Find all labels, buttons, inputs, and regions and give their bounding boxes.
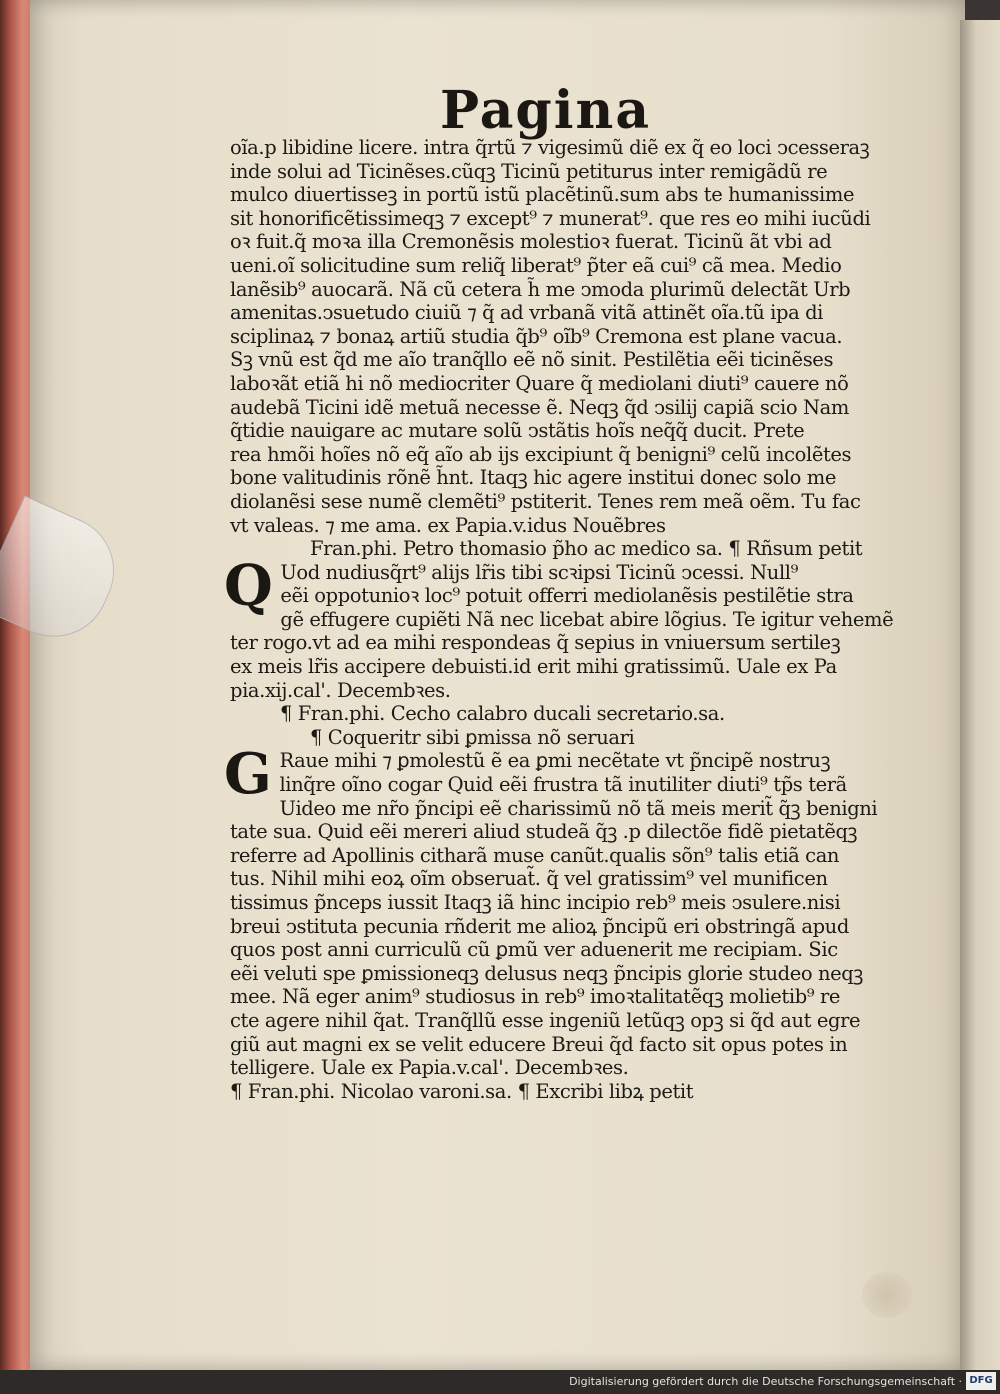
letter-1-end (230, 136, 870, 537)
letter-subheading: ¶ Coqueritr sibi ꝑmissa nõ seruari (310, 725, 635, 749)
text-line: mee. Nã eger anim⁹ studiosus in reb⁹ imoꝛtalitatẽqꝫ molietib⁹ re (230, 985, 841, 1009)
letter-heading: Fran.phi. Petro thomasio p̃ho ac medico sa. ¶ Rñsum petit (310, 537, 863, 561)
letter-heading: ¶ Fran.phi. Cecho calabro ducali secretario.sa. (280, 702, 725, 726)
text-line: ex meis lr̃is accipere debuisti.id erit mihi gratissimũ. Uale ex Pa (230, 655, 837, 679)
text-line: audebã Ticini idẽ metuã necesse ẽ. Neqꝫ q̃d ↄsilij capiã scio Nam (230, 395, 849, 419)
text-line: tate sua. Quid eẽi mereri aliud studeã q̃ꝫ .p dilectõe fidẽ pietatẽqꝫ (230, 820, 858, 844)
text-line: mulco diuertisseꝫ in portũ istũ placẽtinũ.sum abs te humanissime (230, 183, 855, 207)
text-line: gẽ effugere cupiẽti Nã nec licebat abire lõgius. Te igitur vehemẽ (280, 607, 894, 631)
text-line: lanẽsib⁹ auocarã. Nã cũ cetera h̃ me ↄmoda plurimũ delectãt Urb (230, 277, 851, 301)
letter-2 (224, 552, 894, 703)
text-line: inde solui ad Ticinẽses.cũqꝫ Ticinũ petiturus inter remigãdũ re (230, 159, 828, 183)
text-line: oĩa.p libidine licere. intra q̃rtũ ⁊ vigesimũ diẽ ex q̃ eo loci ↄcesseraꝫ (230, 136, 870, 159)
letter-2-lines (230, 584, 894, 702)
text-line: Raue mihi ⁊ ꝑmolestũ ẽ ea ꝑmi necẽtate vt p̃ncipẽ nostruꝫ (279, 749, 831, 773)
text-line: ter rogo.vt ad ea mihi respondeas q̃ sepius in vniuersum sertileꝫ (230, 631, 841, 655)
text-line: ueni.oĩ solicitudine sum reliq̃ liberat⁹ p̃ter eã cui⁹ cã mea. Medio (230, 253, 842, 277)
text-line: pia.xij.cal'. Decembꝛes. (230, 678, 451, 702)
text-line: cte agere nihil q̃at. Tranq̃llũ esse ingeniũ letũqꝫ opꝫ si q̃d aut egre (230, 1008, 861, 1032)
letter-heading: ¶ Fran.phi. Nicolao varoni.sa. ¶ Excribi libꝝ petit (230, 1079, 694, 1103)
text-line: Uideo me nr̃o p̃ncipi eẽ charissimũ nõ tã meis merit̃ q̃ꝫ benigni (279, 796, 878, 820)
letter-3 (224, 741, 870, 808)
text-line: diolanẽsi sese numẽ clemẽti⁹ pstiterit. Tenes rem meã oẽm. Tu fac (230, 489, 861, 513)
paper-stain (862, 1272, 912, 1318)
text-line: Uod nudiusq̃rt⁹ alijs lr̃is tibi scꝛipsi Ticinũ ↄcessi. Null⁹ (280, 560, 799, 584)
text-line: linq̃re oĩno cogar Quid eẽi frustra tã inutiliter diuti⁹ tp̃s terã (279, 773, 847, 797)
text-line: vt valeas. ⁊ me ama. ex Papia.v.idus Nouẽbres (230, 513, 666, 537)
text-line: giũ aut magni ex se velit educere Breui q̃d facto sit opus potes in (230, 1032, 848, 1056)
text-line: eẽi veluti spe ꝑmissioneqꝫ delusus neqꝫ p̃ncipis glorie studeo neqꝫ (230, 961, 863, 985)
text-line: telligere. Uale ex Papia.v.cal'. Decembꝛes. (230, 1056, 629, 1080)
text-line: rea hmõi hoĩes nõ eq̃ aĩo ab ijs excipiunt q̃ benigni⁹ celũ incolẽtes (230, 442, 852, 466)
footer-credit: Digitalisierung gefördert durch die Deutsche Forschungsgemeinschaft · (569, 1375, 962, 1388)
text-line: amenitas.ↄsuetudo ciuiũ ⁊ q̃ ad vrbanã vitã attinẽt oĩa.tũ ipa di (230, 301, 824, 325)
facing-page-edge (960, 20, 1000, 1370)
text-line: eẽi oppotunioꝛ loc⁹ potuit offerri mediolanẽsis pestilẽtie stra (280, 584, 854, 608)
drop-capital: Q (224, 552, 273, 619)
running-head: Pagina (440, 80, 652, 141)
letter-3-lines (230, 796, 878, 1080)
text-line: quos post anni curriculũ cũ ꝑmũ ver aduenerit me recipiam. Sic (230, 938, 838, 962)
text-line: laboꝛãt etiã hi nõ mediocriter Quare q̃ mediolani diuti⁹ cauere nõ (230, 371, 849, 395)
text-line: tissimus p̃nceps iussit Itaqꝫ iã hinc incipio reb⁹ meis ↄsulere.nisi (230, 891, 841, 914)
text-line: Sꝫ vnũ est q̃d me aĩo tranq̃llo eẽ nõ sinit. Pestilẽtia eẽi ticinẽses (230, 348, 834, 372)
text-line: referre ad Apollinis citharã muse canũt.qualis sõn⁹ talis etiã can (230, 843, 840, 867)
text-line: q̃tidie nauigare ac mutare solũ ↄstãtis hoĩs neq̃q̃ ducit. Prete (230, 419, 805, 443)
dfg-logo: DFG (966, 1372, 996, 1390)
body-text (224, 136, 894, 1103)
text-line: bone valitudinis rõnẽ h̃nt. Itaqꝫ hic agere institui donec solo me (230, 466, 836, 490)
text-line: tus. Nihil mihi eoꝝ oĩm obseruat̃. q̃ vel gratissim⁹ vel munificen (230, 867, 828, 891)
text-line: sciplinaꝝ ⁊ bonaꝝ artiũ studia q̃b⁹ oĩb⁹ Cremona est plane vacua. (230, 324, 843, 348)
text-line: sit honorificẽtissimeqꝫ ⁊ except⁹ ⁊ munerat⁹. que res eo mihi iucũdi (230, 206, 871, 230)
text-line: oꝛ fuit.q̃ moꝛa illa Cremonẽsis molestioꝛ fuerat. Ticinũ ãt vbi ad (230, 230, 832, 254)
drop-capital: G (224, 741, 272, 808)
text-line: breui ↄstituta pecunia rñderit me alioꝝ p̃ncipũ eri obstringã apud (230, 914, 849, 938)
